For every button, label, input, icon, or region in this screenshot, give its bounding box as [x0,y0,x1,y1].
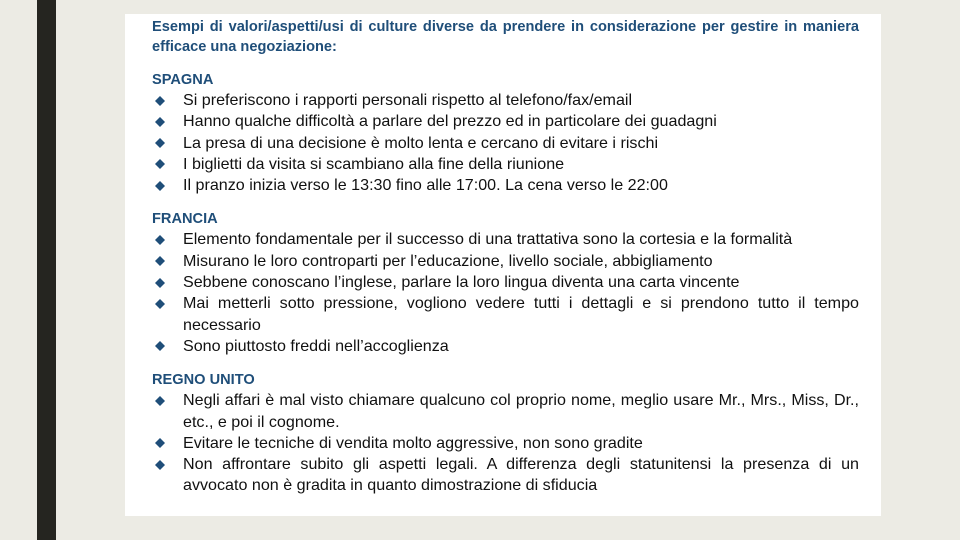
diamond-bullet-icon [155,138,165,148]
list-item: Negli affari è mal visto chiamare qualcuno col proprio nome, meglio usare Mr., Mrs., Miss, Dr., etc., e poi il cognome. [152,390,859,433]
section-title-regno-unito: REGNO UNITO [152,372,255,389]
list-regno-unito [152,390,859,496]
section-title-spagna: SPAGNA [152,72,214,88]
list-item: Hanno qualche difficoltà a parlare del prezzo ed in particolare dei guadagni [152,111,859,132]
diamond-bullet-icon [155,181,165,191]
section-francia [152,209,859,357]
diamond-bullet-icon [155,438,165,448]
list-item: Sono piuttosto freddi nell’accoglienza [152,336,859,357]
diamond-bullet-icon [155,278,165,288]
list-item: Non affrontare subito gli aspetti legali. A differenza degli statunitensi la presenza di un avvocato non è gradita in quanto dimostrazione di sfiducia [152,454,859,497]
list-item: Mai metterli sotto pressione, vogliono vedere tutti i dettagli e si prendono tutto il tempo necessario [152,293,859,336]
list-item: La presa di una decisione è molto lenta e cercano di evitare i rischi [152,133,859,154]
list-francia [152,229,859,357]
diamond-bullet-icon [155,396,165,406]
list-item: Sebbene conoscano l’inglese, parlare la loro lingua diventa una carta vincente [152,272,859,293]
diamond-bullet-icon [155,159,165,169]
diamond-bullet-icon [155,256,165,266]
section-title-francia: FRANCIA [152,211,218,228]
slide-accent-bar [37,0,56,540]
list-spagna [152,90,859,196]
section-spagna [152,70,859,196]
document-image [125,14,881,516]
diamond-bullet-icon [155,460,165,470]
diamond-bullet-icon [155,341,165,351]
list-item: Misurano le loro controparti per l’educazione, livello sociale, abbigliamento [152,251,859,272]
section-regno-unito [152,370,859,496]
diamond-bullet-icon [155,96,165,106]
list-item: Il pranzo inizia verso le 13:30 fino alle 17:00. La cena verso le 22:00 [152,175,859,196]
list-item: Si preferiscono i rapporti personali rispetto al telefono/fax/email [152,90,859,111]
intro-text: Esempi di valori/aspetti/usi di culture diverse da prendere in considerazione per gestire in maniera efficace una negoziazione: [152,19,859,55]
diamond-bullet-icon [155,117,165,127]
diamond-bullet-icon [155,235,165,245]
list-item: Elemento fondamentale per il successo di una trattativa sono la cortesia e la formalità [152,229,859,250]
list-item: I biglietti da visita si scambiano alla fine della riunione [152,154,859,175]
diamond-bullet-icon [155,299,165,309]
list-item: Evitare le tecniche di vendita molto aggressive, non sono gradite [152,433,859,454]
